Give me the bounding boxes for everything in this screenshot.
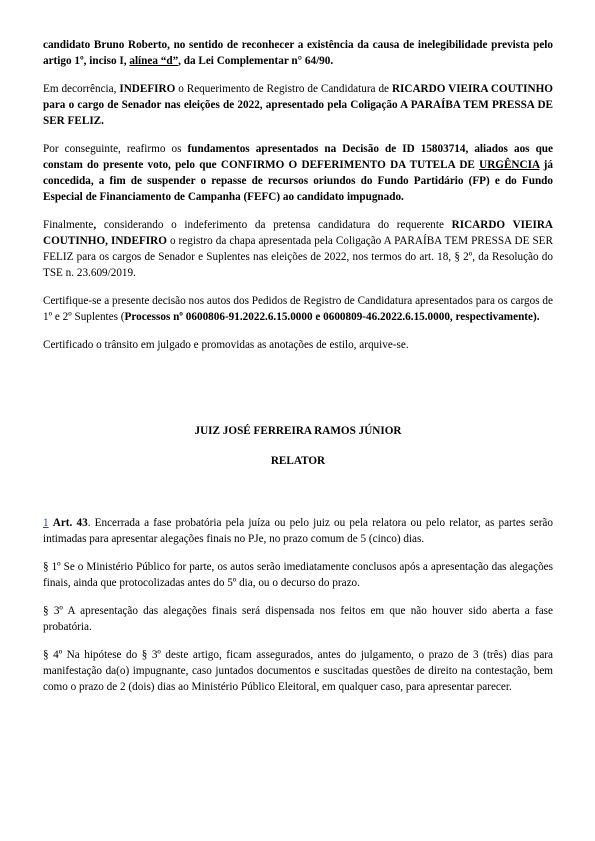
p5-text-a: Certifique-se a presente decisão nos autos dos Pedidos de Registro de Candidatura apresentados para os cargos de 1º e 2º Suplentes ( — [43, 295, 553, 323]
paragraph-conseguinte — [43, 141, 553, 205]
p3-text-d: já concedida, a fim de suspender o repasse de recursos oriundos do Fundo Partidário (FP) e do Fundo Especial de Financiamento de Campanha (FEFC) ao candidato impugnado. — [43, 159, 553, 203]
paragraph-certifique — [43, 293, 553, 325]
p4-text-d: o registro da chapa apresentada pela Coligação A PARAÍBA TEM PRESSA DE SER FELIZ para os cargos de Senador e Suplentes nas eleições de 2022, nos termos do art. 18, § 2º, da Resolução do TSE n. 23.609/2019. — [43, 235, 553, 279]
footnote-s3: § 3º A apresentação das alegações finais será dispensada nos feitos em que não houver sido aberta a fase probatória. — [43, 605, 553, 633]
footnote-s1: § 1º Se o Ministério Público for parte, os autos serão imediatamente conclusos após a apresentação das alegações finais, ainda que protocolizadas antes do 5º dia, ou o decurso do prazo. — [43, 561, 553, 589]
p4-text-b-visible: considerando o indeferimento da pretensa candidatura do requerente — [96, 219, 452, 231]
paragraph-inelegibility — [43, 37, 553, 69]
p3-urgencia: URGÊNCIA — [479, 159, 540, 171]
document-page — [43, 37, 553, 707]
footnote-art43 — [43, 515, 553, 547]
paragraph-finalmente: Finalmente, considerando o indeferimento da pretensa candidatura do requerente RICARDO VIEIRA COUTINHO, INDEFIRO o registro da chapa apresentada pela Coligação A PARAÍBA TEM PRESSA DE SER FELIZ para os cargos de Senador e Suplentes nas eleições de 2022, nos termos do art. 18, § 2º, da Resolução do TSE n. 23.609/2019. — [43, 219, 553, 279]
p2-text-a: Em decorrência, — [43, 83, 120, 95]
footnote-s4: § 4º Na hipótese do § 3º deste artigo, ficam assegurados, antes do julgamento, o prazo de 3 (três) dias para manifestação da(o) impugnante, caso juntados documentos e suscitadas questões de direito na contestação, bem como o prazo de 2 (dois) dias ao Ministério Público Eleitoral, em qualquer caso, para apresentar parecer. — [43, 649, 553, 693]
signature-role: RELATOR — [270, 455, 326, 467]
spacer — [43, 365, 553, 423]
paragraph-indefiro — [43, 81, 553, 129]
p4-text-a: Finalmente — [43, 219, 94, 231]
signature-name: JUIZ JOSÉ FERREIRA RAMOS JÚNIOR — [194, 425, 402, 437]
footnote-text: . Encerrada a fase probatória pela juíza ou pelo juiz ou pela relatora ou pelo relator, as partes serão intimadas para apresentar alegações finais no PJe, no prazo comum de 5 (cinco) dias. — [43, 517, 553, 545]
p3-text-a: Por conseguinte, reafirmo os — [43, 143, 188, 155]
p1-alinea: alínea “d” — [129, 55, 179, 67]
p1-text-a: candidato Bruno Roberto, no sentido de reconhecer a existência da causa de inelegibilidade prevista pelo artigo 1º, inciso I, — [43, 39, 553, 67]
footnote-link[interactable]: 1 — [43, 517, 49, 529]
p2-text-d: RICARDO VIEIRA COUTINHO para o cargo de Senador nas eleições de 2022, apresentado pela Coligação A PARAÍBA TEM PRESSA DE SER FELIZ. — [43, 83, 553, 127]
p2-indefiro: INDEFIRO — [119, 83, 176, 95]
p3-text-b: fundamentos apresentados na Decisão de ID 15803714, aliados aos que constam do presente voto, pelo que CONFIRMO O DEFERIMENTO DA TUTELA DE — [43, 143, 553, 171]
p4-text-c: RICARDO VIEIRA COUTINHO, INDEFIRO — [43, 219, 553, 247]
p5-text-b: Processos nº 0600806-91.2022.6.15.0000 e 0600809-46.2022.6.15.0000, respectivamente). — [124, 311, 540, 323]
paragraph-arquive: Certificado o trânsito em julgado e promovidas as anotações de estilo, arquive-se. — [43, 339, 409, 351]
footnote-art: Art. 43 — [52, 517, 88, 529]
p1-text-c: , da Lei Complementar n° 64/90. — [178, 55, 334, 67]
p2-text-c: o Requerimento de Registro de Candidatura de — [175, 83, 392, 95]
spacer — [43, 469, 553, 515]
